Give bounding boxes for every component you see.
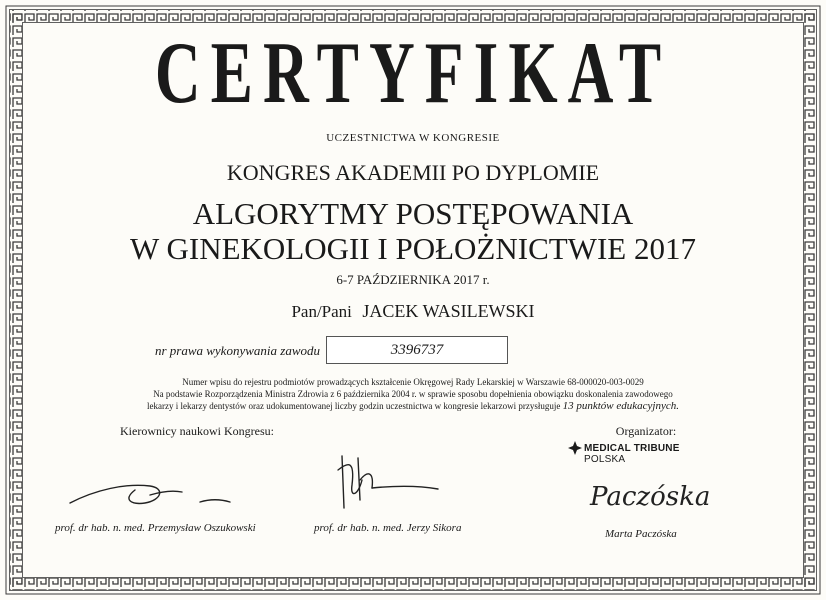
points-note-text: lekarzy i lekarzy dentystów oraz udokumentowanej liczby godzin uczestnictwa w kongresie lekarzowi przysługuje bbox=[147, 401, 561, 411]
congress-dates: 6-7 PAŹDZIERNIKA 2017 r. bbox=[336, 272, 490, 287]
signature-1 bbox=[70, 485, 230, 503]
license-number-field: 3396737 bbox=[326, 336, 508, 364]
topic-line-2: W GINEKOLOGII I POŁOŻNICTWIE 2017 bbox=[130, 231, 696, 266]
signer-1: prof. dr hab. n. med. Przemysław Oszukowski bbox=[55, 522, 256, 534]
organizer-label: Organizator: bbox=[615, 424, 677, 438]
signer-2: prof. dr hab. n. med. Jerzy Sikora bbox=[314, 522, 462, 534]
signature-3-image: Paczóska bbox=[590, 482, 711, 512]
certificate-title: CERTYFIKAT bbox=[154, 25, 672, 122]
registry-note: Numer wpisu do rejestru podmiotów prowadzących kształcenie Okręgowej Rady Lekarskiej w Warszawie 68-000020-003-0029 bbox=[182, 377, 644, 387]
recipient-name: JACEK WASILEWSKI bbox=[362, 301, 535, 321]
recipient-prefix: Pan/Pani bbox=[291, 302, 352, 321]
topic-line-1: ALGORYTMY POSTĘPOWANIA bbox=[192, 196, 634, 231]
points-value: 13 punktów edukacyjnych. bbox=[562, 400, 679, 412]
organizer-country: POLSKA bbox=[584, 454, 626, 465]
organizer-brand-name: MEDICAL TRIBUNE bbox=[584, 443, 680, 454]
license-label: nr prawa wykonywania zawodu bbox=[154, 343, 320, 358]
congress-name: KONGRES AKADEMII PO DYPLOMIE bbox=[226, 160, 600, 185]
regulation-note: Na podstawie Rozporządzenia Ministra Zdrowia z 6 października 2004 r. w sprawie sposobu dopełnienia obowiązku doskonalenia zawodowego bbox=[153, 389, 673, 399]
signature-2 bbox=[338, 456, 438, 508]
signer-3: Marta Paczóska bbox=[605, 528, 677, 540]
certificate-subtitle: UCZESTNICTWA W KONGRESIE bbox=[326, 132, 500, 144]
scientific-leads-label: Kierownicy naukowi Kongresu: bbox=[120, 424, 274, 438]
